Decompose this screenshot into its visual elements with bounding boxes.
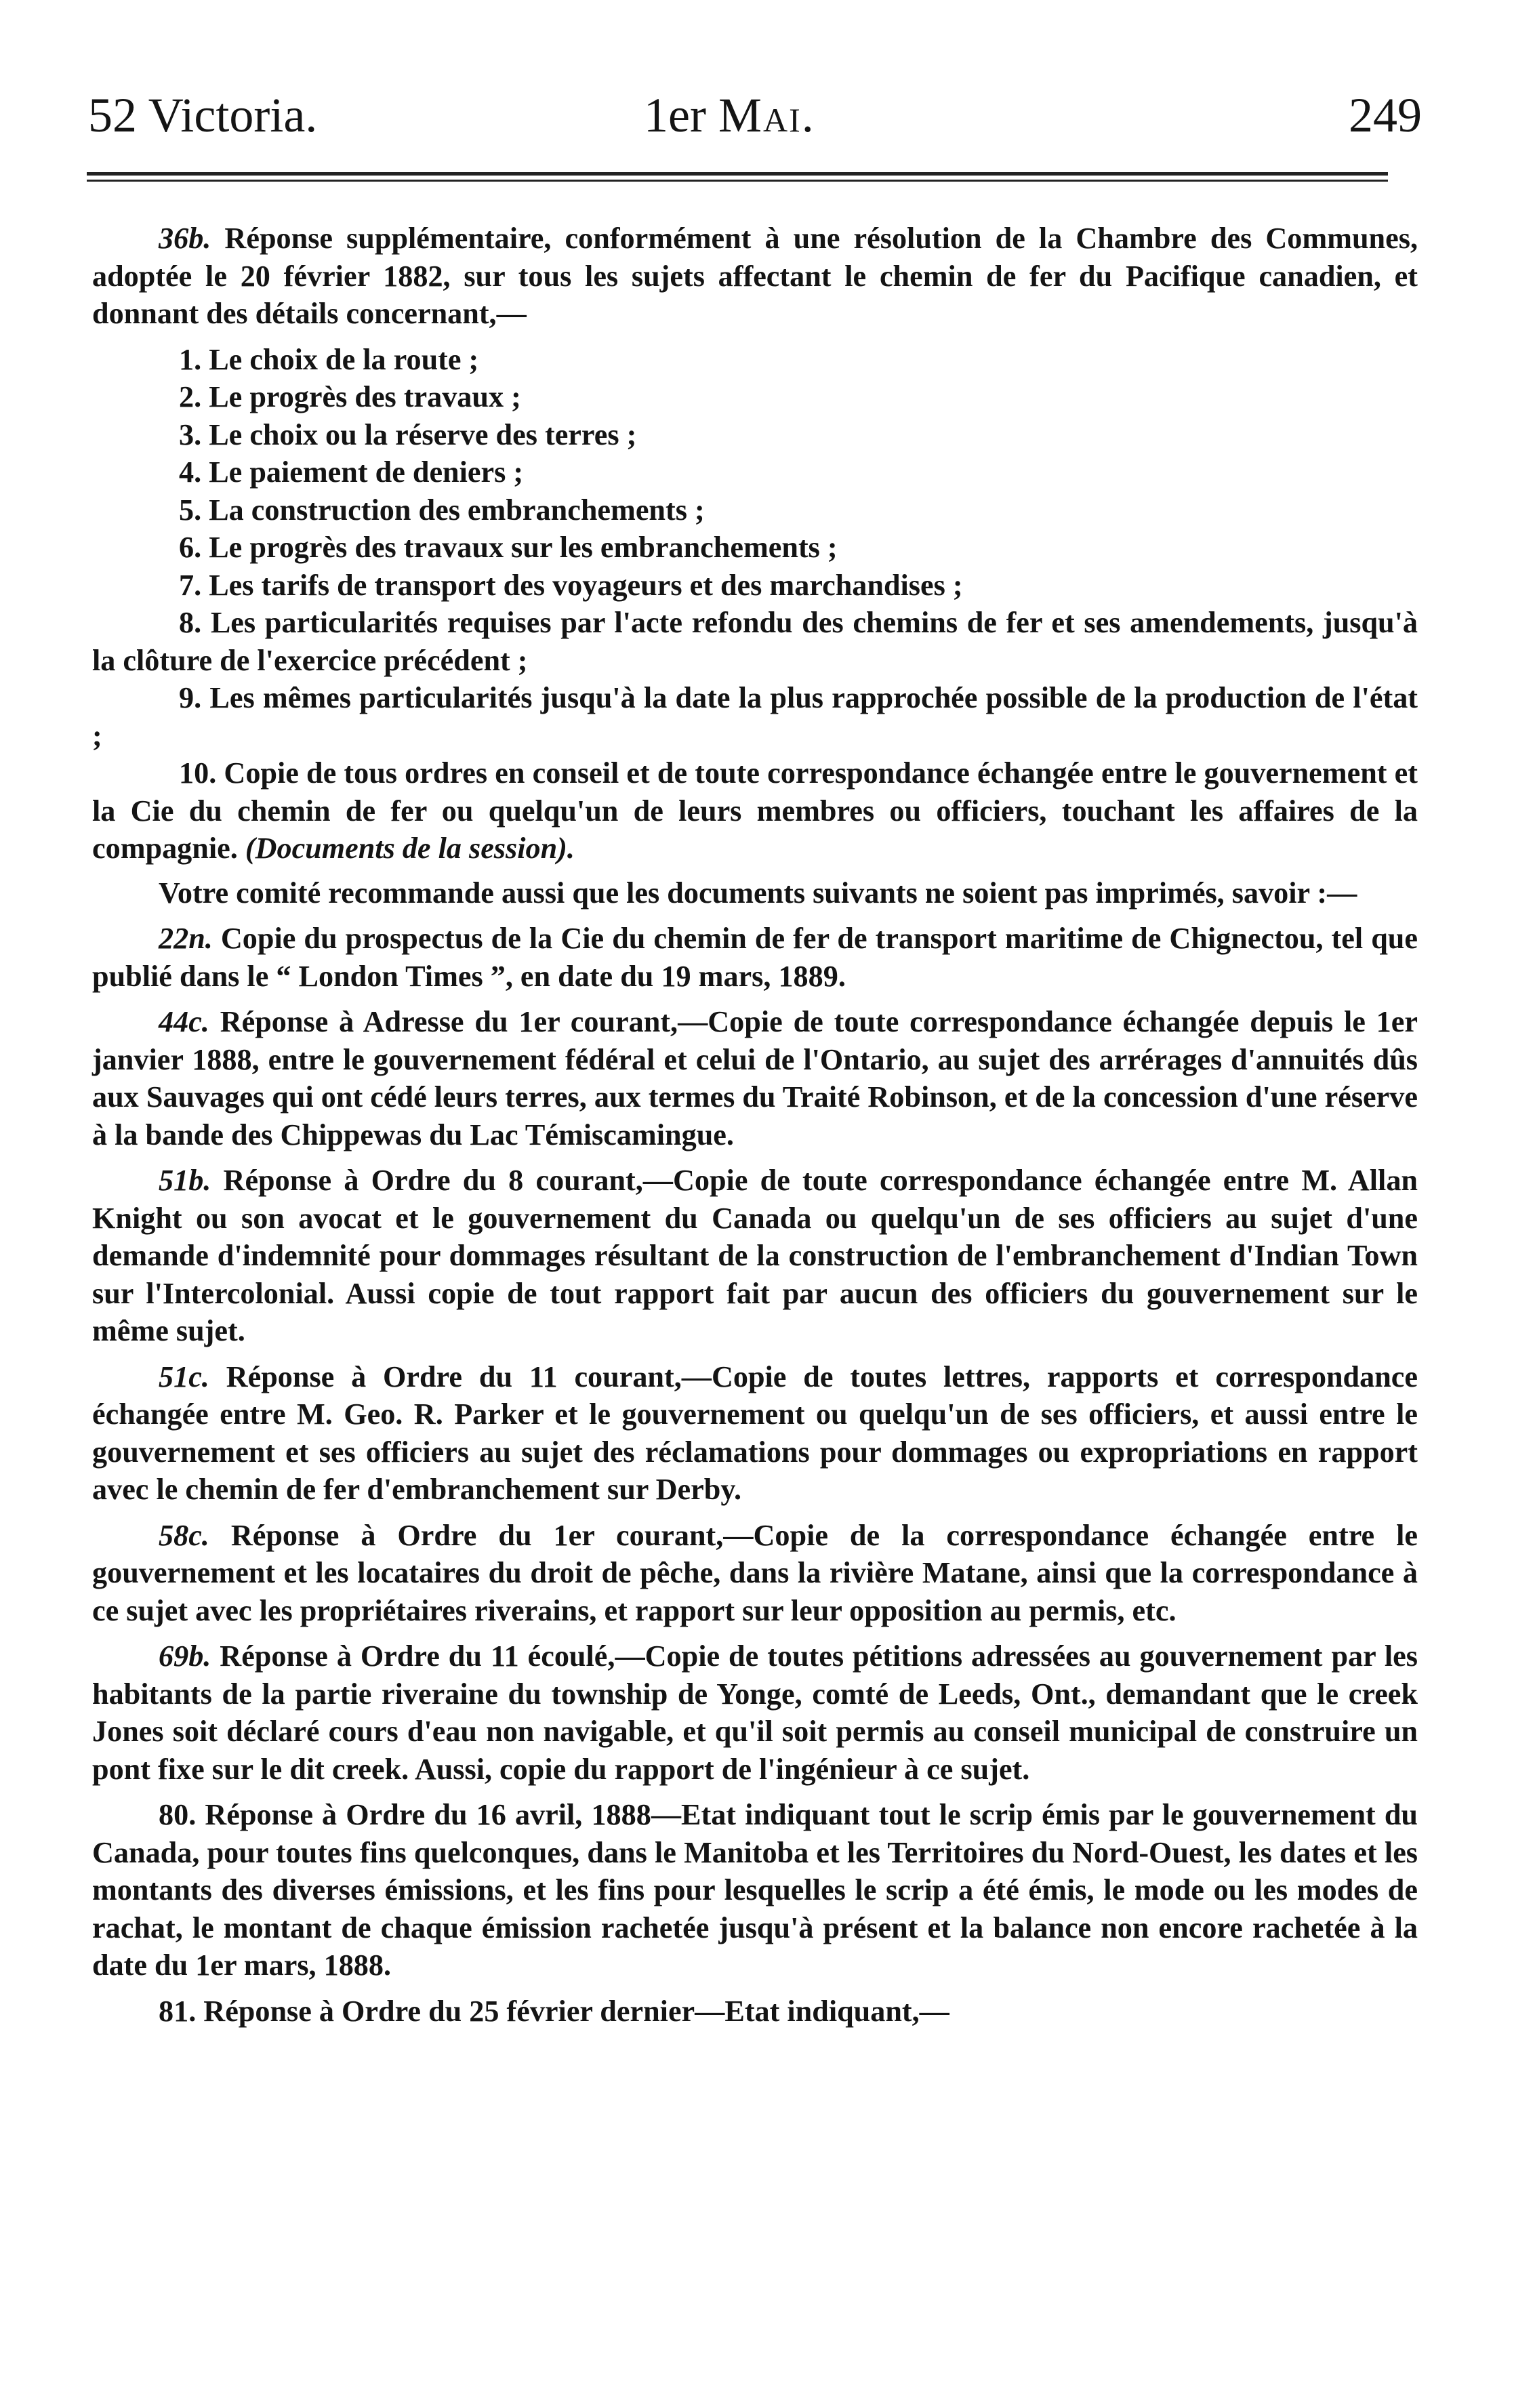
entry-number: 51c. [159, 1360, 209, 1393]
entry-81 [92, 1993, 1418, 2031]
list-item: 5. La construction des embranchements ; [179, 493, 705, 527]
running-header [87, 62, 1427, 142]
list-item: 9. Les mêmes particularités jusqu'à la date la plus rapprochée possible de la production de l'état ; [92, 681, 1418, 752]
entry-number: 80. [159, 1798, 197, 1831]
list-item: 8. Les particularités requises par l'acte refondu des chemins de fer et ses amendements, jusqu'à la clôture de l'exercice précédent ; [92, 606, 1418, 677]
entry-51b [92, 1162, 1418, 1350]
list-item: 6. Le progrès des travaux sur les embranchements ; [179, 531, 838, 564]
list-item-text: 10. Copie de tous ordres en conseil et de toute correspondance échangée entre le gouvernement et la Cie du chemin de fer ou quelqu'un de leurs membres ou officiers, touchant les affaires de la compagnie. [92, 756, 1418, 865]
entry-number: 51b. [159, 1164, 211, 1197]
page [87, 62, 1427, 2028]
header-date [644, 88, 815, 142]
entry-text: Réponse supplémentaire, conformément à une résolution de la Chambre des Communes, adoptée le 20 février 1882, sur tous les sujets affectant le chemin de fer du Pacifique canadien, et donnant des détails concernant,— [92, 222, 1418, 330]
list-item: 4. Le paiement de deniers ; [179, 455, 524, 489]
entry-51c [92, 1358, 1418, 1509]
journal-body [92, 220, 1418, 2038]
header-rule-thick [87, 172, 1388, 176]
list-item: 3. Le choix ou la réserve des terres ; [179, 417, 637, 451]
list-item: 1. Le choix de la route ; [179, 342, 479, 376]
entry-number: 81. [159, 1994, 197, 2028]
entry-text: Réponse à Ordre du 11 écoulé,—Copie de toutes pétitions adressées au gouvernement par les habitants de la partie riveraine du township de Yonge, comté de Leeds, Ont., demandant que le creek Jones soit déclaré cours d'eau non navigable, et qu'il soit permis au conseil municipal de construire un pont fixe sur le dit creek. Aussi, copie du rapport de l'ingénieur à ce sujet. [92, 1639, 1418, 1786]
entry-36b [92, 220, 1418, 333]
page-number: 249 [1349, 88, 1422, 142]
entry-number: 22n. [159, 922, 213, 955]
entry-22n [92, 920, 1418, 995]
list-item: 7. Les tarifs de transport des voyageurs et des marchandises ; [179, 568, 963, 602]
header-date-day: 1er [644, 88, 718, 142]
entry-text: Réponse à Ordre du 25 février dernier—Etat indiquant,— [196, 1994, 949, 2028]
entry-text: Réponse à Ordre du 11 courant,—Copie de toutes lettres, rapports et correspondance échangée entre M. Geo. R. Parker et le gouvernement ou quelqu'un de ses officiers, et aussi entre le gouvernement et ses officiers au sujet des réclamations pour dommages ou expropriations en rapport avec le chemin de fer d'embranchement sur Derby. [92, 1360, 1418, 1506]
entry-number: 58c. [159, 1518, 209, 1552]
entry-text: Réponse à Ordre du 8 courant,—Copie de toute correspondance échangée entre M. Allan Knight ou son avocat et le gouvernement du Canada ou quelqu'un de ses officiers au sujet d'une demande d'indemnité pour dommages résultant de la construction de l'embranchement d'Indian Town sur l'Intercolonial. Aussi copie de tout rapport fait par aucun des officiers du gouvernement sur le même sujet. [92, 1164, 1418, 1347]
list-item [92, 754, 1418, 868]
entry-text: Copie du prospectus de la Cie du chemin de fer de transport maritime de Chignectou, tel que publié dans le “ London Times ”, en date du 19 mars, 1889. [92, 922, 1418, 993]
entry-80 [92, 1796, 1418, 1984]
entry-number: 44c. [159, 1005, 209, 1038]
entry-36b-list [92, 341, 1418, 868]
entry-text: Réponse à Ordre du 16 avril, 1888—Etat indiquant tout le scrip émis par le gouvernement du Canada, pour toutes fins quelconques, dans le Manitoba et les Territoires du Nord-Ouest, les dates et les montants des diverses émissions, et les fins pour lesquelles le scrip a été émis, le mode ou les modes de rachat, le montant de chaque émission rachetée jusqu'à présent et la balance non encore rachetée à la date du 1er mars, 1888. [92, 1798, 1418, 1982]
header-rule-thin [87, 180, 1388, 182]
entry-number: 69b. [159, 1639, 211, 1673]
entry-69b [92, 1637, 1418, 1788]
entry-58c [92, 1517, 1418, 1630]
header-date-month: Mai. [718, 88, 815, 142]
committee-note: Votre comité recommande aussi que les documents suivants ne soient pas imprimés, savoir :— [159, 876, 1357, 910]
header-session: 52 Victoria. [88, 88, 318, 142]
entry-number: 36b. [159, 222, 211, 255]
entry-text: Réponse à Ordre du 1er courant,—Copie de la correspondance échangée entre le gouvernement et les locataires du droit de pêche, dans la rivière Matane, ainsi que la correspondance à ce sujet avec les propriétaires riverains, et rapport sur leur opposition au permis, etc. [92, 1518, 1418, 1627]
entry-44c [92, 1003, 1418, 1154]
entry-text: Réponse à Adresse du 1er courant,—Copie de toute correspondance échangée depuis le 1er janvier 1888, entre le gouvernement fédéral et celui de l'Ontario, au sujet des arrérages d'annuités dûs aux Sauvages qui ont cédé leurs terres, aux termes du Traité Robinson, et de la concession d'une réserve à la bande des Chippewas du Lac Témiscamingue. [92, 1005, 1418, 1151]
list-item: 2. Le progrès des travaux ; [179, 380, 521, 413]
documents-note: (Documents de la session). [245, 832, 575, 865]
